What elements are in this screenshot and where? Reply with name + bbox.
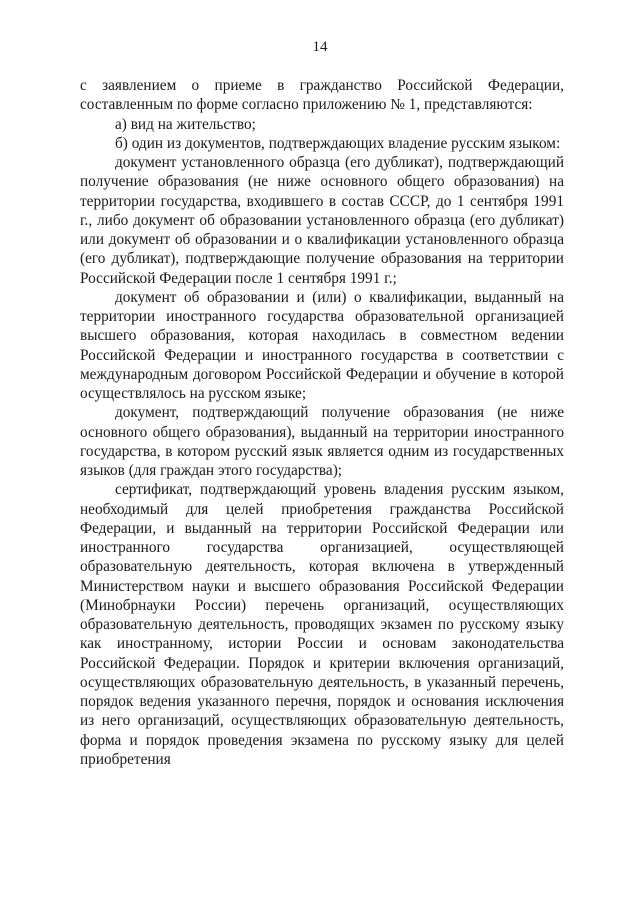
paragraph-intro: с заявлением о приеме в гражданство Российской Федерации, составленным по форме согласно приложению № 1, представляются:	[80, 77, 564, 114]
paragraph-certificate: сертификат, подтверждающий уровень владения русским языком, необходимый для целей приобретения гражданства Российской Федерации, и выданный на территории Российской Федерации или иностранного государства организацией, осуществляющей образовательную деятельность, которая включена в утвержденный Министерством науки и высшего образования Российской Федерации (Минобрнауки России) перечень организаций, осуществляющих образовательную деятельность, проводящих экзамен по русскому языку как иностранному, истории России и основам законодательства Российской Федерации. Порядок и критерии включения организаций, осуществляющих образовательную деятельность, в указанный перечень, порядок ведения указанного перечня, порядок и основания исключения из него организаций, осуществляющих образовательную деятельность, форма и порядок проведения экзамена по русскому языку для целей приобретения	[80, 481, 564, 768]
page-number: 14	[312, 39, 328, 55]
paragraph-item-b: б) один из документов, подтверждающих владение русским языком:	[115, 134, 561, 152]
paragraph-document-foreign: документ, подтверждающий получение образования (не ниже основного общего образования), выданный на территории иностранного государства, в котором русский язык является одним из государственных языков (для граждан этого государства);	[80, 404, 564, 479]
paragraph-document-ussr: документ установленного образца (его дубликат), подтверждающий получение образования (не ниже основного общего образования) на территории государства, входившего в состав СССР, до 1 сентября 1991 г., либо документ об образовании установленного образца (его дубликат) или документ об образовании и о квалификации установленного образца (его дубликат), подтверждающие получение образования на территории Российской Федерации после 1 сентября 1991 г.;	[80, 154, 564, 287]
paragraph-document-joint: документ об образовании и (или) о квалификации, выданный на территории иностранного государства образовательной организацией высшего образования, которая находилась в совместном ведении Российской Федерации и иностранного государства в соответствии с международным договором Российской Федерации и обучение в которой осуществлялось на русском языке;	[80, 288, 564, 402]
paragraph-item-a: а) вид на жительство;	[115, 115, 256, 133]
document-body	[80, 76, 564, 769]
